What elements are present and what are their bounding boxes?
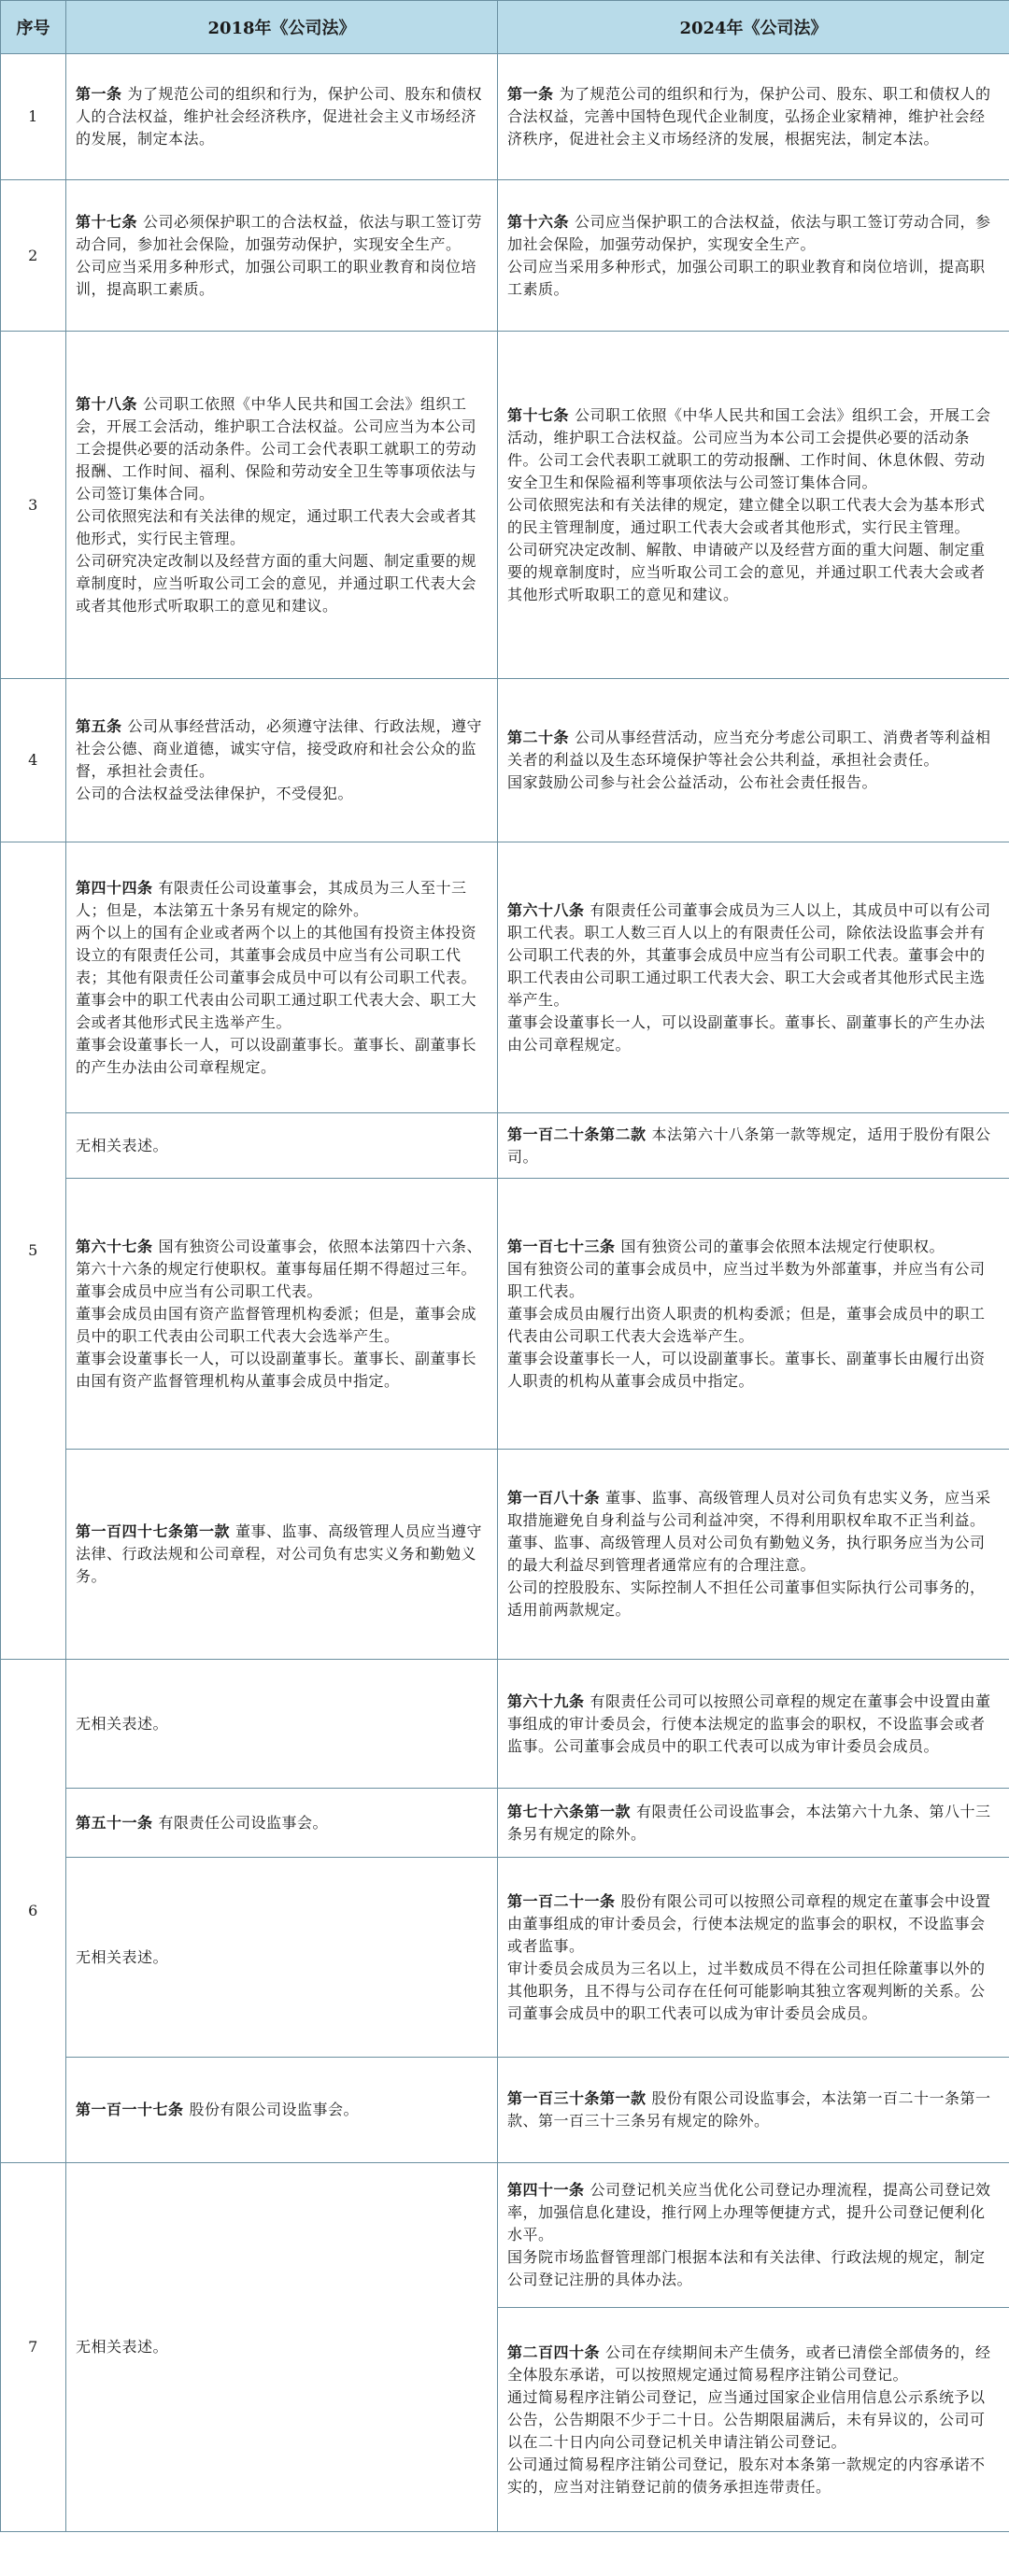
header-row xyxy=(1,1,1009,54)
clause-text: 有限责任公司董事会成员为三人以上，其成员中可以有公司职工代表。职工人数三百人以上的有限责任公司，除依法设监事会并有公司职工代表的外，其董事会成员中应当有公司职工代表。董事会中的职工代表由公司职工通过职工代表大会、职工大会或者其他形式民主选举产生。 xyxy=(507,900,991,1009)
article-number: 第四十一条 xyxy=(507,2181,585,2199)
clause-text: 公司从事经营活动，应当充分考虑公司职工、消费者等利益相关者的利益以及生态环境保护等社会公共利益，承担社会责任。 xyxy=(507,729,991,769)
article-number: 第一百二十一条 xyxy=(507,1891,616,1910)
table-row xyxy=(1,332,1009,679)
clause-paragraph xyxy=(507,1236,1000,1258)
clause-paragraph xyxy=(76,550,488,617)
clause-paragraph xyxy=(76,1946,488,1969)
header-new: 2024年《公司法》 xyxy=(498,1,1009,54)
clause-text: 公司登记机关应当优化公司登记办理流程，提高公司登记效率，加强信息化建设，推行网上办理等便捷方式，提升公司登记便利化水平。 xyxy=(507,2181,991,2243)
old-cell xyxy=(66,180,498,332)
clause-paragraph xyxy=(507,771,1000,794)
clause-text: 审计委员会成员为三名以上，过半数成员不得在公司担任除董事以外的其他职务，且不得与公司存在任何可能影响其独立客观判断的关系。公司董事会成员中的职工代表可以成为审计委员会成员。 xyxy=(507,1959,986,2022)
clause-text: 股份有限公司设监事会，本法第一百二十一条第一款、第一百三十三条另有规定的除外。 xyxy=(507,2089,991,2130)
article-number: 第十六条 xyxy=(507,212,570,231)
row-number: 2 xyxy=(1,180,66,332)
new-cell xyxy=(498,1113,1009,1179)
article-number: 第一条 xyxy=(507,85,554,103)
new-cell xyxy=(498,1858,1009,2058)
table-row xyxy=(1,2058,1009,2163)
article-number: 第二百四十条 xyxy=(507,2342,601,2361)
article-number: 第一百二十条第二款 xyxy=(507,1125,647,1143)
clause-paragraph xyxy=(507,1124,1000,1168)
table-row xyxy=(1,1858,1009,2058)
clause-paragraph xyxy=(76,783,488,805)
row-number: 7 xyxy=(1,2163,66,2532)
new-cell xyxy=(498,1660,1009,1789)
clause-text: 两个以上的国有企业或者两个以上的其他国有投资主体投资设立的有限责任公司，其董事会成员中应当有公司职工代表；其他有限责任公司董事会成员中可以有公司职工代表。董事会中的职工代表由公司职工通过职工代表大会、职工大会或者其他形式民主选举产生。 xyxy=(76,923,477,1031)
clause-text: 为了规范公司的组织和行为，保护公司、股东和债权人的合法权益，维护社会经济秩序，促进社会主义市场经济的发展，制定本法。 xyxy=(76,85,483,148)
table-row xyxy=(1,679,1009,842)
clause-text: 公司必须保护职工的合法权益，依法与职工签订劳动合同，参加社会保险，加强劳动保护，实现安全生产。 xyxy=(76,212,483,253)
article-number: 第十七条 xyxy=(76,212,138,231)
new-cell xyxy=(498,1789,1009,1858)
table-row xyxy=(1,54,1009,180)
clause-paragraph xyxy=(507,1012,1000,1056)
article-number: 第一百八十条 xyxy=(507,1489,601,1507)
row-number: 3 xyxy=(1,332,66,679)
clause-text: 股份有限公司设监事会。 xyxy=(189,2101,360,2118)
clause-text: 有限责任公司设董事会，其成员为三人至十三人；但是，本法第五十条另有规定的除外。 xyxy=(76,878,467,919)
clause-paragraph xyxy=(507,1532,1000,1577)
article-number: 第四十四条 xyxy=(76,878,153,897)
article-number: 第一百四十七条第一款 xyxy=(76,1522,231,1540)
header-num: 序号 xyxy=(1,1,66,54)
clause-paragraph xyxy=(76,505,488,550)
article-number: 第二十条 xyxy=(507,729,570,746)
old-cell xyxy=(66,2163,498,2532)
clause-text: 有限责任公司设监事会，本法第六十九条、第八十三条另有规定的除外。 xyxy=(507,1802,991,1843)
new-cell xyxy=(498,1450,1009,1660)
clause-paragraph xyxy=(507,899,1000,1012)
new-cell xyxy=(498,54,1009,180)
article-number: 第十八条 xyxy=(76,394,138,413)
table-row xyxy=(1,1450,1009,1660)
clause-paragraph xyxy=(507,211,1000,256)
table-row xyxy=(1,180,1009,332)
clause-paragraph xyxy=(76,1034,488,1079)
clause-text: 公司研究决定改制、解散、申请破产以及经营方面的重大问题、制定重要的规章制度时，应当听取公司工会的意见，并通过职工代表大会或者其他形式听取职工的意见和建议。 xyxy=(507,540,986,603)
clause-paragraph xyxy=(507,727,1000,771)
clause-text: 公司的合法权益受法律保护，不受侵犯。 xyxy=(76,785,354,802)
clause-text: 公司通过简易程序注销公司登记，股东对本条第一款规定的内容承诺不实的，应当对注销登记前的债务承担连带责任。 xyxy=(507,2455,986,2496)
clause-text: 国家鼓励公司参与社会公益活动，公布社会责任报告。 xyxy=(507,773,878,791)
clause-paragraph xyxy=(76,922,488,1034)
table-row xyxy=(1,1113,1009,1179)
clause-paragraph xyxy=(507,1258,1000,1303)
clause-paragraph xyxy=(507,1348,1000,1393)
clause-text: 为了规范公司的组织和行为，保护公司、股东、职工和债权人的合法权益，完善中国特色现代企业制度，弘扬企业家精神，维护社会经济秩序，促进社会主义市场经济的发展，根据宪法，制定本法。 xyxy=(507,85,991,148)
article-number: 第一百三十条第一款 xyxy=(507,2089,647,2107)
clause-paragraph xyxy=(507,494,1000,539)
clause-paragraph xyxy=(507,1801,1000,1846)
clause-paragraph xyxy=(507,1958,1000,2025)
clause-paragraph xyxy=(507,404,1000,494)
new-cell xyxy=(498,2308,1009,2532)
clause-text: 国有独资公司的董事会依照本法规定行使职权。 xyxy=(620,1237,945,1255)
old-cell xyxy=(66,1113,498,1179)
clause-paragraph xyxy=(76,1521,488,1588)
clause-text: 公司依照宪法和有关法律的规定，通过职工代表大会或者其他形式，实行民主管理。 xyxy=(76,506,477,547)
clause-text: 公司职工依照《中华人民共和国工会法》组织工会，开展工会活动，维护职工合法权益。公司应当为本公司工会提供必要的活动条件。公司工会代表职工就职工的劳动报酬、工作时间、福利、保险和劳动安全卫生等事项依法与公司签订集体合同。 xyxy=(76,394,477,502)
clause-paragraph xyxy=(507,2088,1000,2132)
clause-paragraph xyxy=(76,1236,488,1303)
clause-paragraph xyxy=(507,2246,1000,2291)
new-cell xyxy=(498,842,1009,1113)
old-cell xyxy=(66,1660,498,1789)
clause-text: 公司职工依照《中华人民共和国工会法》组织工会，开展工会活动，维护职工合法权益。公司应当为本公司工会提供必要的活动条件。公司工会代表职工就职工的劳动报酬、工作时间、休息休假、劳动安全卫生和保险福利等事项依法与公司签订集体合同。 xyxy=(507,405,991,491)
old-cell xyxy=(66,1858,498,2058)
article-number: 第七十六条第一款 xyxy=(507,1802,632,1820)
clause-text: 董事、监事、高级管理人员对公司负有勤勉义务，执行职务应当为公司的最大利益尽到管理者通常应有的合理注意。 xyxy=(507,1534,986,1574)
clause-paragraph xyxy=(507,256,1000,301)
clause-text: 董事会设董事长一人，可以设副董事长。董事长、副董事长由履行出资人职责的机构从董事会成员中指定。 xyxy=(507,1349,986,1390)
old-cell xyxy=(66,1789,498,1858)
clause-paragraph xyxy=(507,2386,1000,2454)
article-number: 第一百一十七条 xyxy=(76,2101,184,2118)
clause-text: 公司应当采用多种形式，加强公司职工的职业教育和岗位培训，提高职工素质。 xyxy=(507,257,986,298)
new-cell xyxy=(498,2163,1009,2308)
clause-text: 无相关表述。 xyxy=(76,1947,169,1966)
old-cell xyxy=(66,842,498,1113)
clause-text: 董事会成员由国有资产监督管理机构委派；但是，董事会成员中的职工代表由公司职工代表大会选举产生。 xyxy=(76,1304,477,1345)
new-cell xyxy=(498,679,1009,842)
clause-paragraph xyxy=(76,393,488,505)
clause-text: 公司在存续期间未产生债务，或者已清偿全部债务的，经全体股东承诺，可以按照规定通过简易程序注销公司登记。 xyxy=(507,2342,991,2384)
article-number: 第六十九条 xyxy=(507,1691,585,1710)
clause-text: 董事会设董事长一人，可以设副董事长。董事长、副董事长的产生办法由公司章程规定。 xyxy=(507,1012,986,1054)
clause-paragraph xyxy=(76,211,488,256)
clause-paragraph xyxy=(76,83,488,150)
row-number: 6 xyxy=(1,1660,66,2163)
clause-paragraph xyxy=(76,1713,488,1735)
clause-text: 股份有限公司可以按照公司章程的规定在董事会中设置由董事组成的审计委员会，行使本法规定的监事会的职权，不设监事会或者监事。 xyxy=(507,1891,991,1955)
article-number: 第十七条 xyxy=(507,405,570,424)
new-cell xyxy=(498,180,1009,332)
clause-paragraph xyxy=(507,1890,1000,1958)
clause-text: 公司的控股股东、实际控制人不担任公司董事但实际执行公司事务的，适用前两款规定。 xyxy=(507,1578,986,1619)
clause-text: 董事会设董事长一人，可以设副董事长。董事长、副董事长的产生办法由公司章程规定。 xyxy=(76,1035,477,1076)
clause-text: 公司应当采用多种形式，加强公司职工的职业教育和岗位培训，提高职工素质。 xyxy=(76,257,477,298)
clause-paragraph xyxy=(76,1812,488,1834)
row-number: 4 xyxy=(1,679,66,842)
old-cell xyxy=(66,679,498,842)
clause-text: 无相关表述。 xyxy=(76,1714,169,1733)
row-number: 1 xyxy=(1,54,66,180)
row-number: 5 xyxy=(1,842,66,1660)
article-number: 第五条 xyxy=(76,717,122,735)
clause-paragraph xyxy=(507,2342,1000,2386)
old-cell xyxy=(66,332,498,679)
clause-text: 董事会设董事长一人，可以设副董事长。董事长、副董事长由国有资产监督管理机构从董事会成员中指定。 xyxy=(76,1349,477,1390)
old-cell xyxy=(66,2058,498,2163)
clause-paragraph xyxy=(507,1303,1000,1348)
clause-paragraph xyxy=(76,877,488,922)
clause-text: 有限责任公司设监事会。 xyxy=(158,1813,329,1832)
old-cell xyxy=(66,54,498,180)
clause-paragraph xyxy=(76,1303,488,1348)
article-number: 第五十一条 xyxy=(76,1813,153,1832)
clause-paragraph xyxy=(507,2454,1000,2498)
table-row xyxy=(1,842,1009,1113)
table-row xyxy=(1,1179,1009,1450)
clause-paragraph xyxy=(507,83,1000,150)
new-cell xyxy=(498,332,1009,679)
clause-text: 无相关表述。 xyxy=(76,2338,169,2356)
clause-paragraph xyxy=(507,2179,1000,2246)
clause-paragraph xyxy=(507,1691,1000,1758)
new-cell xyxy=(498,2058,1009,2163)
article-number: 第一百七十三条 xyxy=(507,1237,616,1255)
table-row xyxy=(1,2163,1009,2308)
clause-text: 国有独资公司的董事会成员中，应当过半数为外部董事，并应当有公司职工代表。 xyxy=(507,1259,986,1300)
clause-text: 董事、监事、高级管理人员应当遵守法律、行政法规和公司章程，对公司负有忠实义务和勤勉义务。 xyxy=(76,1522,483,1585)
header-old: 2018年《公司法》 xyxy=(66,1,498,54)
clause-paragraph xyxy=(507,539,1000,606)
clause-text: 董事会成员由履行出资人职责的机构委派；但是，董事会成员中的职工代表由公司职工代表大会选举产生。 xyxy=(507,1304,986,1345)
clause-paragraph xyxy=(76,2336,488,2358)
clause-text: 有限责任公司可以按照公司章程的规定在董事会中设置由董事组成的审计委员会，行使本法规定的监事会的职权，不设监事会或者监事。公司董事会成员中的职工代表可以成为审计委员会成员。 xyxy=(507,1691,991,1755)
clause-text: 通过简易程序注销公司登记，应当通过国家企业信用信息公示系统予以公告，公告期限不少于二十日。公告期限届满后，未有异议的，公司可以在二十日内向公司登记机关申请注销公司登记。 xyxy=(507,2387,986,2451)
clause-paragraph xyxy=(507,1577,1000,1621)
clause-text: 公司从事经营活动，必须遵守法律、行政法规，遵守社会公德、商业道德，诚实守信，接受政府和社会公众的监督，承担社会责任。 xyxy=(76,717,483,780)
table-row xyxy=(1,1660,1009,1789)
clause-text: 公司依照宪法和有关法律的规定，建立健全以职工代表大会为基本形式的民主管理制度，通过职工代表大会或者其他形式，实行民主管理。 xyxy=(507,495,986,536)
clause-paragraph xyxy=(507,1487,1000,1532)
clause-text: 公司应当保护职工的合法权益，依法与职工签订劳动合同，参加社会保险，加强劳动保护，实现安全生产。 xyxy=(507,212,991,253)
article-number: 第一条 xyxy=(76,85,122,103)
old-cell xyxy=(66,1450,498,1660)
old-cell xyxy=(66,1179,498,1450)
article-number: 第六十八条 xyxy=(507,900,585,919)
clause-text: 无相关表述。 xyxy=(76,1136,169,1154)
clause-text: 本法第六十八条第一款等规定，适用于股份有限公司。 xyxy=(507,1125,991,1166)
clause-text: 国有独资公司设董事会，依照本法第四十六条、第六十六条的规定行使职权。董事每届任期不得超过三年。董事会成员中应当有公司职工代表。 xyxy=(76,1237,483,1300)
clause-text: 公司研究决定改制以及经营方面的重大问题、制定重要的规章制度时，应当听取公司工会的意见，并通过职工代表大会或者其他形式听取职工的意见和建议。 xyxy=(76,551,477,615)
clause-paragraph xyxy=(76,715,488,783)
clause-paragraph xyxy=(76,1135,488,1157)
clause-paragraph xyxy=(76,2099,488,2121)
clause-text: 董事、监事、高级管理人员对公司负有忠实义务，应当采取措施避免自身利益与公司利益冲突，不得利用职权牟取不正当利益。 xyxy=(507,1489,991,1529)
new-cell xyxy=(498,1179,1009,1450)
table-row xyxy=(1,1789,1009,1858)
clause-paragraph xyxy=(76,256,488,301)
clause-text: 国务院市场监督管理部门根据本法和有关法律、行政法规的规定，制定公司登记注册的具体办法。 xyxy=(507,2248,986,2288)
clause-paragraph xyxy=(76,1348,488,1393)
article-number: 第六十七条 xyxy=(76,1237,153,1255)
